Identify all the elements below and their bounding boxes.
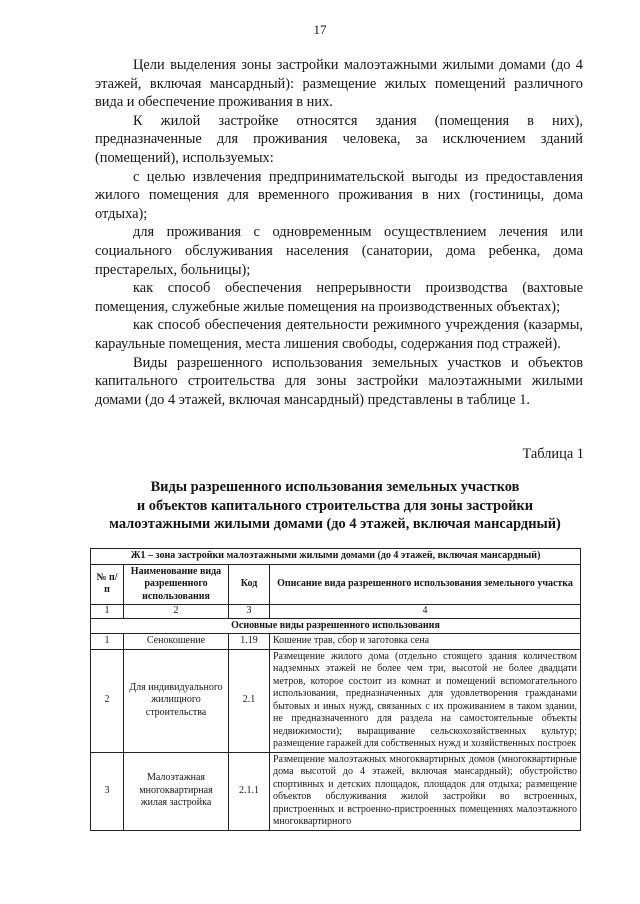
row-code: 2.1	[229, 649, 270, 752]
row-name: Для индивидуального жилищного строительства	[124, 649, 229, 752]
column-header-number: № п/п	[91, 564, 124, 605]
row-description: Размещение малоэтажных многоквартирных домов (многоквартирные дома высотой до 4 этажей, включая мансардный); обустройство спортивных и детских площадок, площадок для отдыха; размещение объектов обслуживания жилой застройки во встроенных, пристроенных и встроенно-пристроенных помещениях малоэтажного многоквартирного	[270, 752, 581, 830]
column-header-name: Наименование вида разрешенного использования	[124, 564, 229, 605]
table-row	[91, 634, 581, 650]
row-number: 2	[91, 649, 124, 752]
paragraph: Виды разрешенного использования земельных участков и объектов капитального строительства для зоны застройки малоэтажными жилыми домами (до 4 этажей, включая мансардный) представлены в таблице 1.	[95, 354, 583, 408]
row-description: Размещение жилого дома (отдельно стоящего здания количеством надземных этажей не более чем три, высотой не более двадцати метров, которое состоит из комнат и помещений вспомогательного использования, предназначенных для удовлетворения гражданами бытовых и иных нужд, связанных с их проживанием в таком здании, не предназначенного для раздела на самостоятельные объекты недвижимости); выращивание сельскохозяйственных культур; размещение гаражей для собственных нужд и хозяйственных построек	[270, 649, 581, 752]
paragraph: К жилой застройке относятся здания (помещения в них), предназначенные для проживания человека, за исключением зданий (помещений), используемых:	[95, 112, 583, 166]
row-code: 1.19	[229, 634, 270, 650]
table-row	[91, 649, 581, 752]
paragraph: с целью извлечения предпринимательской выгоды из предоставления жилого помещения для временного проживания в них (гостиницы, дома отдыха);	[95, 168, 583, 222]
row-number: 3	[91, 752, 124, 830]
body-text	[95, 56, 583, 409]
table-row	[91, 752, 581, 830]
row-name: Малоэтажная многоквартирная жилая застройка	[124, 752, 229, 830]
row-code: 2.1.1	[229, 752, 270, 830]
column-header-code: Код	[229, 564, 270, 605]
page-number: 17	[313, 22, 327, 37]
section-title: Основные виды разрешенного использования	[91, 618, 581, 634]
table-title-line: Виды разрешенного использования земельных участков	[150, 479, 520, 495]
paragraph: как способ обеспечения непрерывности производства (вахтовые помещения, служебные жилые помещения на производственных объектах);	[95, 280, 583, 315]
column-index: 4	[270, 605, 581, 619]
table-caption: Таблица 1	[522, 446, 584, 462]
table-title	[80, 478, 590, 534]
table-title-line: и объектов капитального строительства для зоны застройки	[136, 497, 534, 514]
paragraph: как способ обеспечения деятельности режимного учреждения (казармы, караульные помещения, места лишения свободы, содержания под стражей).	[95, 317, 583, 352]
row-number: 1	[91, 634, 124, 650]
paragraph: Цели выделения зоны застройки малоэтажными жилыми домами (до 4 этажей, включая мансардный): размещение жилых помещений различного вида и обеспечение проживания в них.	[95, 57, 583, 111]
column-header-description: Описание вида разрешенного использования земельного участка	[270, 564, 581, 605]
paragraph: для проживания с одновременным осуществлением лечения или социального обслуживания населения (санатории, дома ребенка, дома престарелых, больницы);	[95, 224, 583, 278]
column-index: 1	[91, 605, 124, 619]
zone-header: Ж1 – зона застройки малоэтажными жилыми домами (до 4 этажей, включая мансардный)	[91, 549, 581, 565]
column-index: 2	[124, 605, 229, 619]
table-title-line: малоэтажными жилыми домами (до 4 этажей, включая мансардный)	[109, 516, 561, 533]
row-description: Кошение трав, сбор и заготовка сена	[270, 634, 581, 650]
row-name: Сенокошение	[124, 634, 229, 650]
column-index: 3	[229, 605, 270, 619]
land-use-table	[90, 548, 581, 831]
